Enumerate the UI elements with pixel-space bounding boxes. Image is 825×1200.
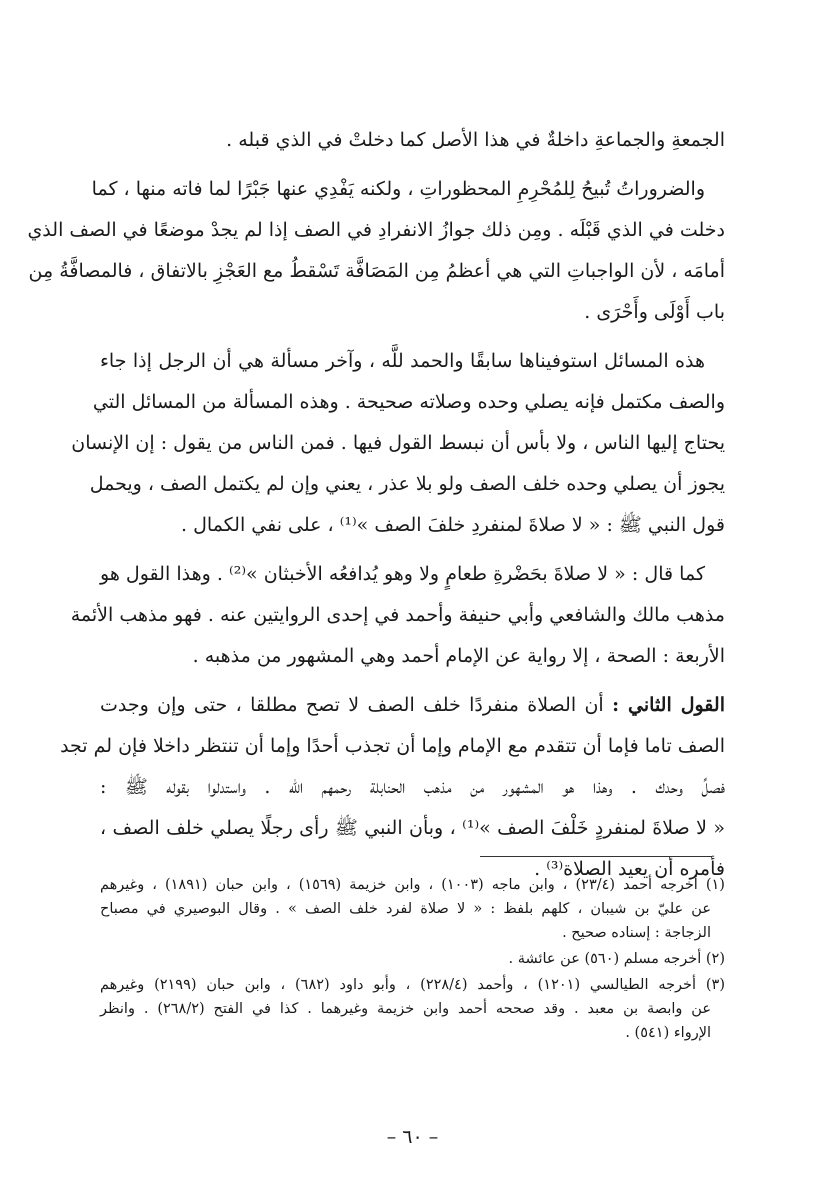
text-line: أمامَه ، لأن الواجباتِ التي هي أعظمُ مِن المَصَافَّة تَسْقطُ مع العَجْزِ بالاتفاق ، فالمصافَّةُ مِن (28, 260, 725, 282)
text-line: قول النبي ﷺ : « لا صلاةَ لمنفردِ خلفَ الصف »⁽¹⁾ ، على نفي الكمال . (181, 514, 725, 536)
paragraph-4 (70, 554, 725, 677)
text-line: فصلِّ وحدك . وهذا هو المشهور من مذهب الحنابلة رحمهم الله . واستدلوا بقوله ﷺ : (100, 776, 725, 798)
footnote-line: (٢) أخرجه مسلم (٥٦٠) عن عائشة . (508, 951, 725, 967)
text-line: الصف تاما فإما أن تتقدم مع الإمام وإما أن تجذب أحدًا وإما أن تنتظر داخلا فإن لم تجد (60, 735, 725, 757)
text-run: أن الصلاة منفردًا خلف الصف لا تصح مطلقا ، حتى وإن وجدت (100, 694, 613, 716)
text-line: فأمره أن يعيد الصلاة⁽³⁾ . (534, 858, 725, 880)
text-line: مذهب مالك والشافعي وأبي حنيفة وأحمد في إحدى الروايتين عنه . فهو مذهب الأئمة (70, 604, 725, 626)
page-number: – ٦٠ – (386, 1126, 439, 1148)
text-line: يحتاج إليها الناس ، ولا بأس أن نبسط القول فيها . فمن الناس من يقول : إن الإنسان (71, 432, 725, 454)
paragraph-5 (60, 685, 725, 890)
paragraph-3 (71, 341, 725, 546)
text-line: دخلت في الذي قَبْلَه . ومِن ذلك جوازُ الانفرادِ في الصف إذا لم يجدْ موضعًا في الصف الذي (27, 219, 725, 241)
text-line: هذه المسائل استوفيناها سابقًا والحمد للَّه ، وآخر مسألة هي أن الرجل إذا جاء (100, 350, 705, 372)
footnote-line: (٣) أخرجه الطيالسي (١٢٠١) ، وأحمد (٢٢٨/٤) ، وأبو داود (٦٨٢) ، وابن حبان (٢١٩٩) وغيرهم (100, 977, 725, 993)
footnote-3 (100, 973, 725, 1045)
text-line: والضروراتُ تُبيحُ لِلمُحْرِمِ المحظوراتِ ، ولكنه يَفْدِي عنها جَبْرًا لما فاته منها ، كما (91, 178, 705, 200)
footnote-1 (100, 873, 725, 945)
footnote-2 (100, 947, 725, 971)
paragraph-1 (100, 120, 725, 161)
footnote-line: عن وابصة بن معبد . وقد صححه أحمد وابن خزيمة وغيرهما . كذا في الفتح (٢٦٨/٢) . وانظر (100, 1001, 711, 1017)
bold-heading: القول الثاني : (612, 694, 725, 716)
text-line: باب أَوْلَى وأَحْرَى . (584, 301, 725, 323)
footnote-line: عن عليّ بن شيبان ، كلهم بلفظ : « لا صلاة لفرد خلف الصف » . وقال البوصيري في مصباح (100, 901, 711, 917)
text-line: الجمعةِ والجماعةِ داخلةٌ في هذا الأصل كما دخلتْ في الذي قبله . (226, 129, 725, 151)
footnotes (100, 873, 725, 1047)
footnote-line: الإرواء (٥٤١) . (625, 1025, 711, 1041)
paragraph-2 (27, 169, 725, 333)
text-line: الأربعة : الصحة ، إلا رواية عن الإمام أحمد وهي المشهور من مذهبه . (192, 645, 725, 667)
text-line (100, 685, 725, 726)
text-line: يجوز أن يصلي وحده خلف الصف ولو بلا عذر ، يعني وإن لم يكتمل الصف ، ويحمل (89, 473, 725, 495)
footnote-line: (١) أخرجه أحمد (٢٣/٤) ، وابن ماجه (١٠٠٣) ، وابن خزيمة (١٥٦٩) ، وابن حبان (١٨٩١) ، وغيرهم (100, 877, 725, 893)
main-text (27, 120, 725, 890)
text-line: والصف مكتمل فإنه يصلي وحده وصلاته صحيحة . وهذه المسألة من المسائل التي (92, 391, 725, 413)
footnote-line: الزجاجة : إسناده صحيح . (562, 925, 711, 941)
text-line: « لا صلاةَ لمنفردٍ خَلْفَ الصف »⁽¹⁾ ، وبأن النبي ﷺ رأى رجلًا يصلي خلف الصف ، (100, 817, 725, 839)
text-line: كما قال : « لا صلاةَ بحَضْرةِ طعامٍ ولا وهو يُدافعُه الأخبثان »⁽²⁾ . وهذا القول هو (100, 563, 705, 585)
footnote-separator (480, 856, 712, 857)
